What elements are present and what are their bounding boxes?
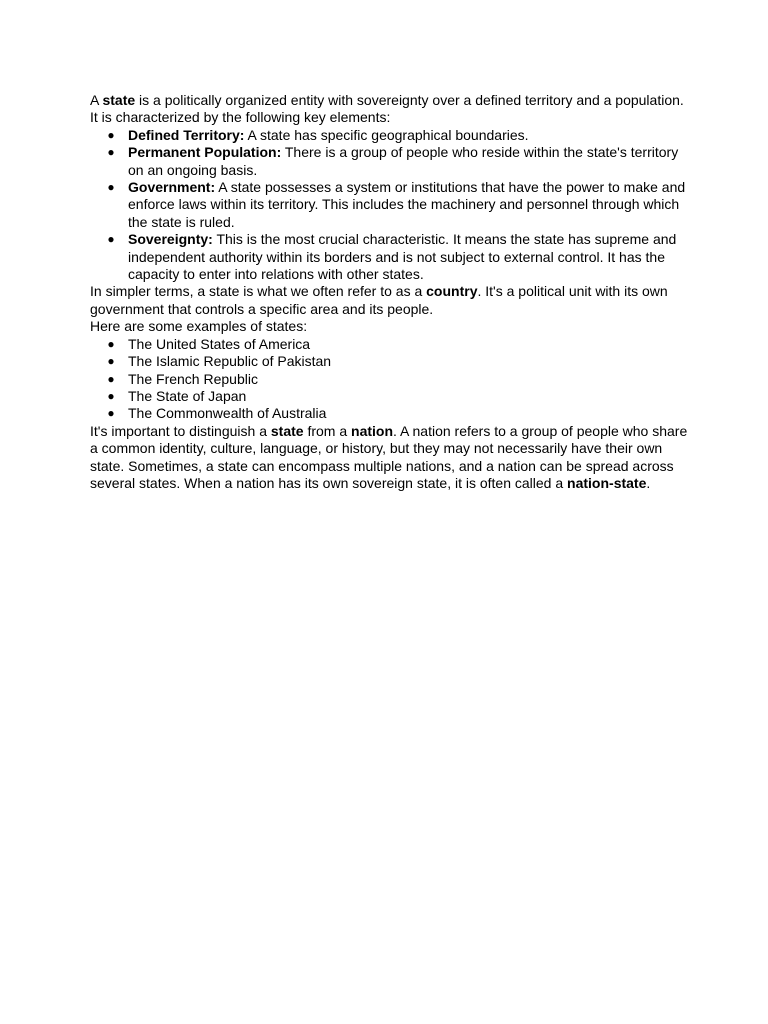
- intro-post: is a politically organized entity with sovereignty over a defined territory and a population. It is characterized by the following key elements:: [90, 92, 684, 126]
- list-item: [90, 388, 690, 405]
- list-item: [90, 179, 690, 231]
- example-text: The French Republic: [128, 370, 258, 387]
- element-term: Defined Territory:: [128, 126, 245, 143]
- document-page: [90, 92, 690, 492]
- simpler-post: . It's a political unit with its own government that controls a specific area and its people.: [90, 283, 668, 317]
- example-text: The Commonwealth of Australia: [128, 405, 327, 422]
- element-term: Permanent Population:: [128, 144, 282, 161]
- example-text: The United States of America: [128, 335, 311, 352]
- nation-state-term: nation-state: [567, 474, 647, 491]
- bullet-icon: ●: [107, 336, 115, 351]
- bullet-icon: ●: [107, 354, 115, 369]
- example-text: The State of Japan: [128, 387, 247, 404]
- bullet-icon: ●: [107, 145, 115, 160]
- simpler-terms-paragraph: [90, 283, 690, 318]
- element-text: There is a group of people who reside within the state's territory on an ongoing basis.: [128, 144, 679, 178]
- element-text: This is the most crucial characteristic. It means the state has supreme and independent authority within its borders and is not subject to external control. It has the capacity to enter into relations with other states.: [128, 231, 677, 283]
- bullet-icon: ●: [107, 406, 115, 421]
- key-elements-list: [90, 127, 690, 284]
- distinguish-paragraph: [90, 423, 690, 493]
- country-term: country: [426, 283, 478, 300]
- examples-intro: Here are some examples of states:: [90, 318, 308, 335]
- bullet-icon: ●: [107, 232, 115, 247]
- bullet-icon: ●: [107, 388, 115, 403]
- element-text: A state possesses a system or institutions that have the power to make and enforce laws within its territory. This includes the machinery and personnel through which the state is ruled.: [128, 179, 686, 230]
- distinguish-pre: It's important to distinguish a: [90, 422, 271, 439]
- example-text: The Islamic Republic of Pakistan: [128, 353, 332, 370]
- examples-list: [90, 336, 690, 423]
- list-item: [90, 405, 690, 422]
- list-item: [90, 127, 690, 144]
- distinguish-post: . A nation refers to a group of people who share a common identity, culture, language, or history, but they may not necessarily have their own state. Sometimes, a state can encompass multiple nations, and a nation can be spread across several states. When a nation has its own sovereign state, it is often called a: [90, 422, 688, 491]
- bullet-icon: ●: [107, 180, 115, 195]
- bullet-icon: ●: [107, 127, 115, 142]
- state-term: state: [270, 422, 304, 439]
- simpler-pre: In simpler terms, a state is what we often refer to as a: [90, 283, 427, 300]
- list-item: [90, 353, 690, 370]
- intro-pre: A: [90, 92, 103, 108]
- list-item: [90, 144, 690, 179]
- element-term: Government:: [128, 179, 216, 196]
- element-term: Sovereignty:: [128, 231, 213, 248]
- list-item: [90, 231, 690, 283]
- element-text: A state has specific geographical boundaries.: [244, 126, 529, 143]
- intro-paragraph: [90, 92, 690, 127]
- distinguish-mid: from a: [303, 422, 352, 439]
- state-term: state: [102, 92, 136, 108]
- list-item: [90, 336, 690, 353]
- list-item: [90, 371, 690, 388]
- distinguish-end: .: [646, 474, 651, 491]
- nation-term: nation: [351, 422, 394, 439]
- bullet-icon: ●: [107, 371, 115, 386]
